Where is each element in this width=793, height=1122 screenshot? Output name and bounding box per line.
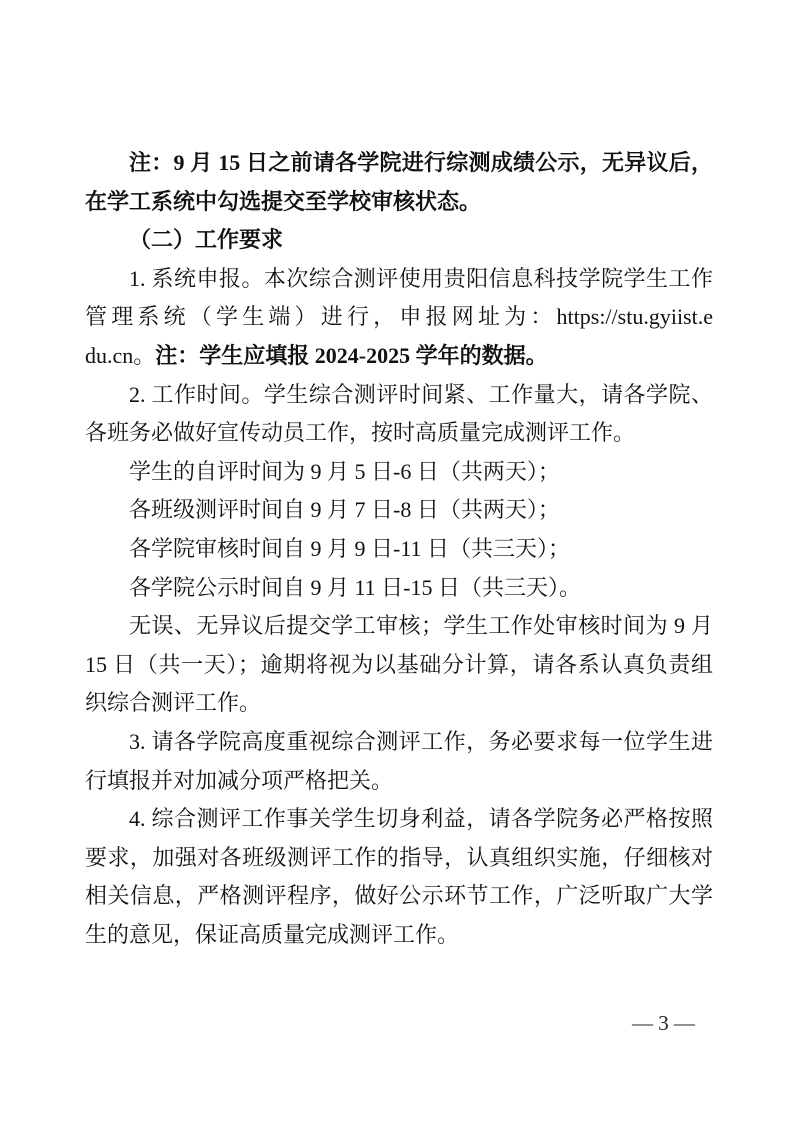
text-run: 2. 工作时间。学生综合测评时间紧、工作量大，请各学院、 (129, 381, 713, 407)
text-run: 学生的自评时间为 9 月 5 日-6 日（共两天）； (129, 458, 560, 484)
text-run: （二）工作要求 (129, 227, 284, 253)
section-heading (85, 221, 713, 260)
page-number: — 3 — (632, 1011, 695, 1035)
text-run: 各学院公示时间自 9 月 11 日-15 日（共三天）。 (129, 574, 582, 600)
schedule-line (85, 569, 713, 608)
text-line (85, 800, 713, 839)
text-line (85, 684, 713, 723)
text-line (85, 646, 713, 685)
text-line (85, 762, 713, 801)
text-run: du.cn。 (85, 342, 156, 368)
schedule-line (85, 530, 713, 569)
text-run: 无误、无异议后提交学工审核；学生工作处审核时间为 9 月 (129, 613, 713, 639)
text-run: 在学工系统中勾选提交至学校审核状态。 (85, 188, 482, 214)
text-run: 1. 系统申报。本次综合测评使用贵阳信息科技学院学生工作 (129, 265, 713, 291)
text-line (85, 877, 713, 916)
schedule-line (85, 453, 713, 492)
text-line (85, 144, 713, 183)
text-line (85, 260, 713, 299)
text-line (85, 607, 713, 646)
text-line (85, 183, 713, 222)
text-run: 注：9 月 15 日之前请各学院进行综测成绩公示，无异议后， (129, 150, 713, 175)
text-run: 管理系统（学生端）进行，申报网址为：https://stu.gyiist.e (85, 304, 713, 330)
text-run: 要求，加强对各班级测评工作的指导，认真组织实施，仔细核对 (85, 844, 713, 870)
text-run: 各班级测评时间自 9 月 7 日-8 日（共两天）； (129, 497, 560, 523)
text-run: 行填报并对加减分项严格把关。 (85, 767, 394, 793)
text-run: 4. 综合测评工作事关学生切身利益，请各学院务必严格按照 (129, 806, 713, 832)
text-run-bold: 注：学生应填报 2024-2025 学年的数据。 (155, 342, 548, 368)
text-line (85, 839, 713, 878)
schedule-line (85, 491, 713, 530)
text-line (85, 337, 713, 376)
text-run: 15 日（共一天）；逾期将视为以基础分计算，请各系认真负责组 (85, 651, 713, 677)
text-run: 各学院审核时间自 9 月 9 日-11 日（共三天）； (129, 535, 571, 561)
document-body (85, 144, 713, 954)
text-run: 各班务必做好宣传动员工作，按时高质量完成测评工作。 (85, 420, 636, 446)
text-line (85, 916, 713, 955)
text-run: 生的意见，保证高质量完成测评工作。 (85, 921, 460, 947)
text-line (85, 376, 713, 415)
text-line (85, 414, 713, 453)
text-run: 织综合测评工作。 (85, 690, 262, 716)
text-line (85, 298, 713, 337)
text-line (85, 723, 713, 762)
text-run: 相关信息，严格测评程序，做好公示环节工作，广泛听取广大学 (85, 883, 713, 909)
text-run: 3. 请各学院高度重视综合测评工作，务必要求每一位学生进 (129, 728, 713, 754)
